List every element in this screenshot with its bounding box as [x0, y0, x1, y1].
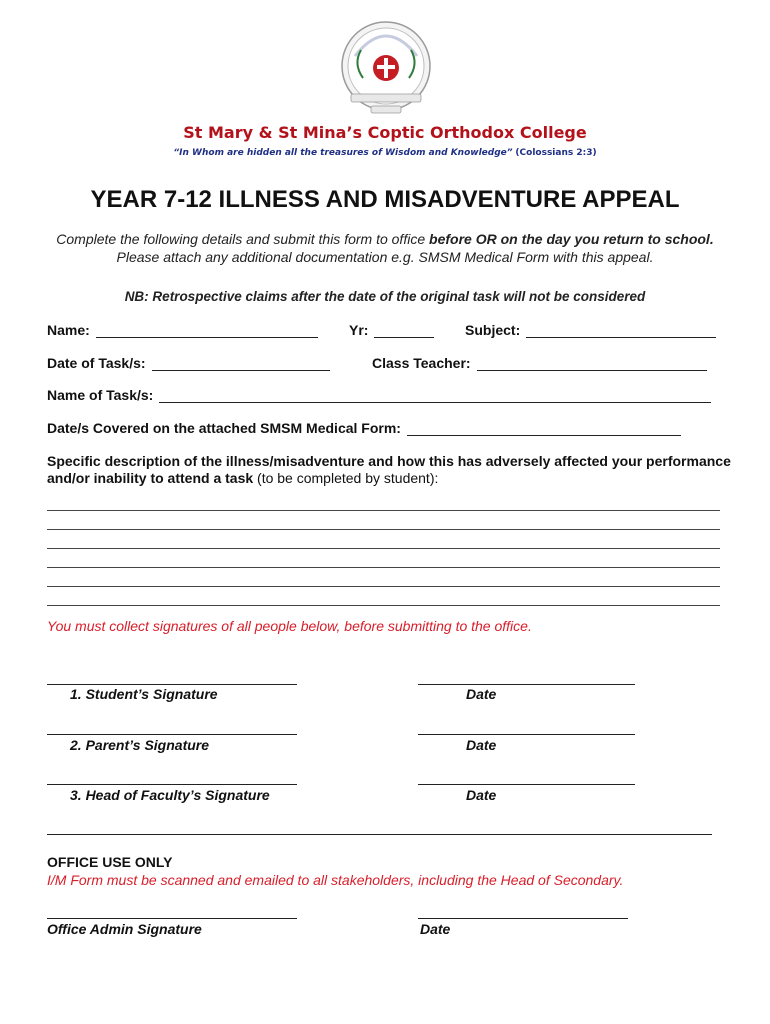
office-use-note: I/M Form must be scanned and emailed to all stakeholders, including the Head of Secondary. [47, 872, 624, 888]
date-of-task-label: Date of Task/s: [47, 355, 146, 371]
college-motto [0, 148, 770, 158]
name-label: Name: [47, 322, 90, 338]
class-teacher-field[interactable] [372, 355, 707, 371]
year-line[interactable] [374, 323, 434, 338]
office-admin-date-label: Date [420, 921, 451, 937]
name-field[interactable] [47, 322, 318, 338]
office-admin-date-line[interactable] [418, 918, 628, 919]
student-date-line[interactable] [418, 684, 635, 685]
motto-quote: “In Whom are hidden all the treasures of Wisdom and Knowledge” [173, 148, 513, 158]
dates-covered-field[interactable] [47, 420, 681, 436]
description-line[interactable] [47, 548, 720, 549]
parent-signature-label: 2. Parent’s Signature [70, 737, 210, 753]
office-admin-signature-label: Office Admin Signature [47, 921, 202, 937]
description-line[interactable] [47, 567, 720, 568]
year-label: Yr: [349, 322, 369, 338]
description-line[interactable] [47, 605, 720, 606]
name-of-task-field[interactable] [47, 387, 711, 403]
section-divider [47, 834, 712, 835]
class-teacher-line[interactable] [477, 356, 707, 371]
date-of-task-line[interactable] [152, 356, 330, 371]
faculty-head-signature-line[interactable] [47, 784, 297, 785]
date-of-task-field[interactable] [47, 355, 330, 371]
instructions-part2: Please attach any additional documentation e.g. SMSM Medical Form with this appeal. [116, 249, 654, 265]
dates-covered-label: Date/s Covered on the attached SMSM Medical Form: [47, 420, 401, 436]
college-logo [333, 16, 439, 122]
description-question [47, 453, 737, 487]
college-name: St Mary & St Mina’s Coptic Orthodox College [183, 123, 587, 142]
name-of-task-line[interactable] [159, 388, 711, 403]
description-question-text: Specific description of the illness/misadventure and how this has adversely affected your performance and/or inability to attend a task [47, 453, 731, 486]
student-date-label: Date [466, 686, 497, 702]
instructions-part1: Complete the following details and submit this form to office [56, 231, 430, 247]
name-line[interactable] [96, 323, 318, 338]
instructions-bold: before OR on the day you return to school. [429, 231, 714, 247]
form-title: YEAR 7-12 ILLNESS AND MISADVENTURE APPEAL [90, 186, 680, 213]
description-line[interactable] [47, 510, 720, 511]
parent-signature-line[interactable] [47, 734, 297, 735]
motto-reference: (Colossians 2:3) [515, 148, 597, 158]
student-signature-label: 1. Student’s Signature [70, 686, 218, 702]
faculty-head-date-label: Date [466, 787, 497, 803]
parent-date-label: Date [466, 737, 497, 753]
class-teacher-label: Class Teacher: [372, 355, 471, 371]
faculty-head-signature-label: 3. Head of Faculty’s Signature [70, 787, 270, 803]
parent-date-line[interactable] [418, 734, 635, 735]
year-field[interactable] [349, 322, 434, 338]
name-of-task-label: Name of Task/s: [47, 387, 154, 403]
signature-instructions: You must collect signatures of all people below, before submitting to the office. [47, 618, 532, 634]
description-line[interactable] [47, 529, 720, 530]
subject-label: Subject: [465, 322, 521, 338]
instructions [40, 230, 730, 266]
faculty-head-date-line[interactable] [418, 784, 635, 785]
office-use-title: OFFICE USE ONLY [47, 854, 173, 870]
office-admin-signature-line[interactable] [47, 918, 297, 919]
dates-covered-line[interactable] [407, 421, 681, 436]
subject-line[interactable] [526, 323, 716, 338]
subject-field[interactable] [465, 322, 716, 338]
nb-notice: NB: Retrospective claims after the date of the original task will not be considered [124, 289, 646, 304]
description-note: (to be completed by student): [253, 470, 439, 486]
description-line[interactable] [47, 586, 720, 587]
student-signature-line[interactable] [47, 684, 297, 685]
